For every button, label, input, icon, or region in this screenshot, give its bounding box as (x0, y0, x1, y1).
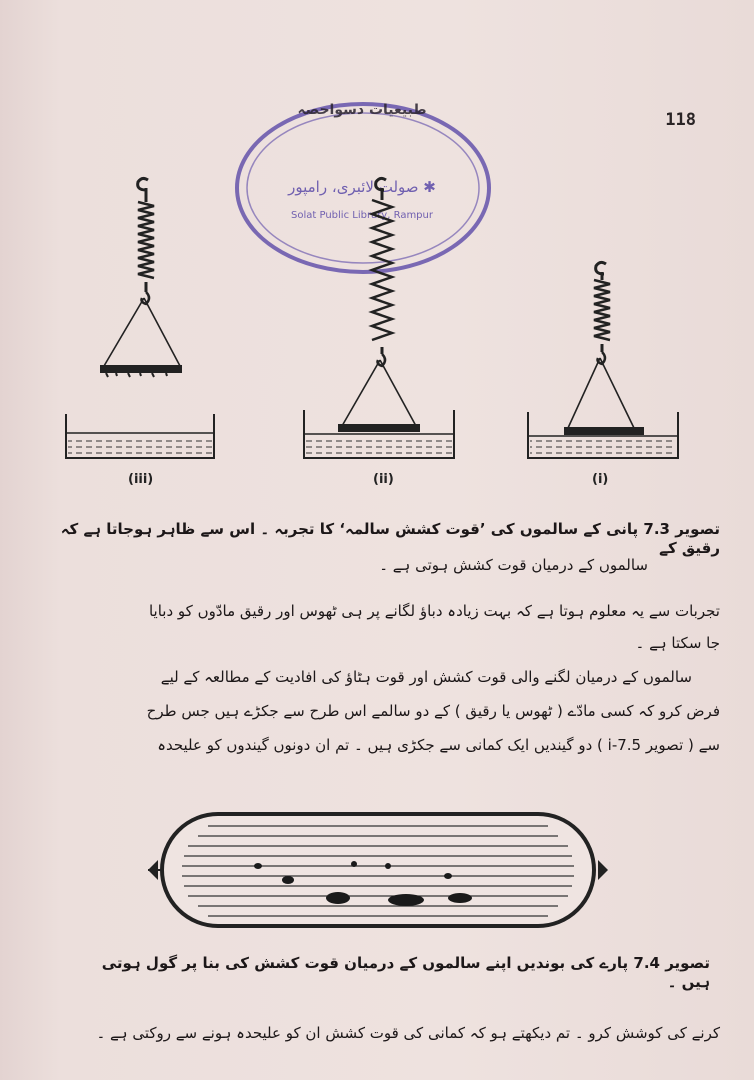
stamp-middle-text: ✱ صولت لائبری، رامپور (288, 178, 436, 196)
paragraph-1-line-2: جا سکتا ہے ۔ (635, 634, 720, 652)
caption-7-4: تصویر 7.4 پارے کی بوندیں اپنے سالموں کے درمیان قوت کشش کی بنا پر گول ہوتی ہیں ۔ (101, 954, 710, 991)
panel-i-apparatus (528, 262, 678, 458)
panel-iii-apparatus (66, 178, 214, 458)
stamp-top-text: طبیعیات دسواحصہ (297, 102, 427, 118)
paragraph-2-line-2: فرض کرو کہ کسی مادّے ( ٹھوس یا رقیق ) کے دو سالمے اس طرح سے جکڑے ہیں جس طرح (146, 702, 720, 720)
paragraph-3-line-1: کرنے کی کوشش کرو ۔ تم دیکھتے ہو کہ کمانی کی قوت کشش ان کو علیحدہ ہونے سے روکتی ہے ۔ (96, 1024, 720, 1042)
paragraph-2-line-3: سے ( تصویر 7.5-i ) دو گیندیں ایک کمانی سے جکڑی ہیں ۔ تم ان دونوں گیندوں کو علیحدہ (157, 736, 720, 754)
panel-label-iii: (iii) (128, 472, 154, 487)
paragraph-2-line-1: سالموں کے درمیان لگنے والی قوت کشش اور قوت ہٹاؤ کی افادیت کے مطالعہ کے لیے (160, 668, 692, 686)
panel-label-ii: (ii) (373, 472, 394, 487)
panel-ii-apparatus (304, 178, 454, 458)
mercury-drops-diagram (148, 806, 608, 934)
spring-balance-diagram (56, 168, 696, 498)
caption-7-3-line-2: سالموں کے درمیان قوت کشش ہوتی ہے ۔ (379, 556, 648, 574)
panel-label-i: (i) (592, 472, 609, 487)
page-number: 118 (665, 110, 696, 130)
figure-7-4 (148, 806, 608, 934)
paragraph-1-line-1: تجربات سے یہ معلوم ہوتا ہے کہ بہت زیادہ دباؤ لگانے پر ہی ٹھوس اور رقیق مادّوں کو دبایا (148, 602, 720, 620)
caption-7-3-line-1: تصویر 7.3 پانی کے سالموں کی ’قوت کشش سالمہ‘ کا تجربہ ۔ اس سے ظاہر ہوجاتا ہے کہ رقیق کے (60, 520, 720, 557)
figure-7-3 (56, 168, 696, 498)
stamp-bottom-text: Solat Public Library, Rampur (291, 210, 433, 221)
